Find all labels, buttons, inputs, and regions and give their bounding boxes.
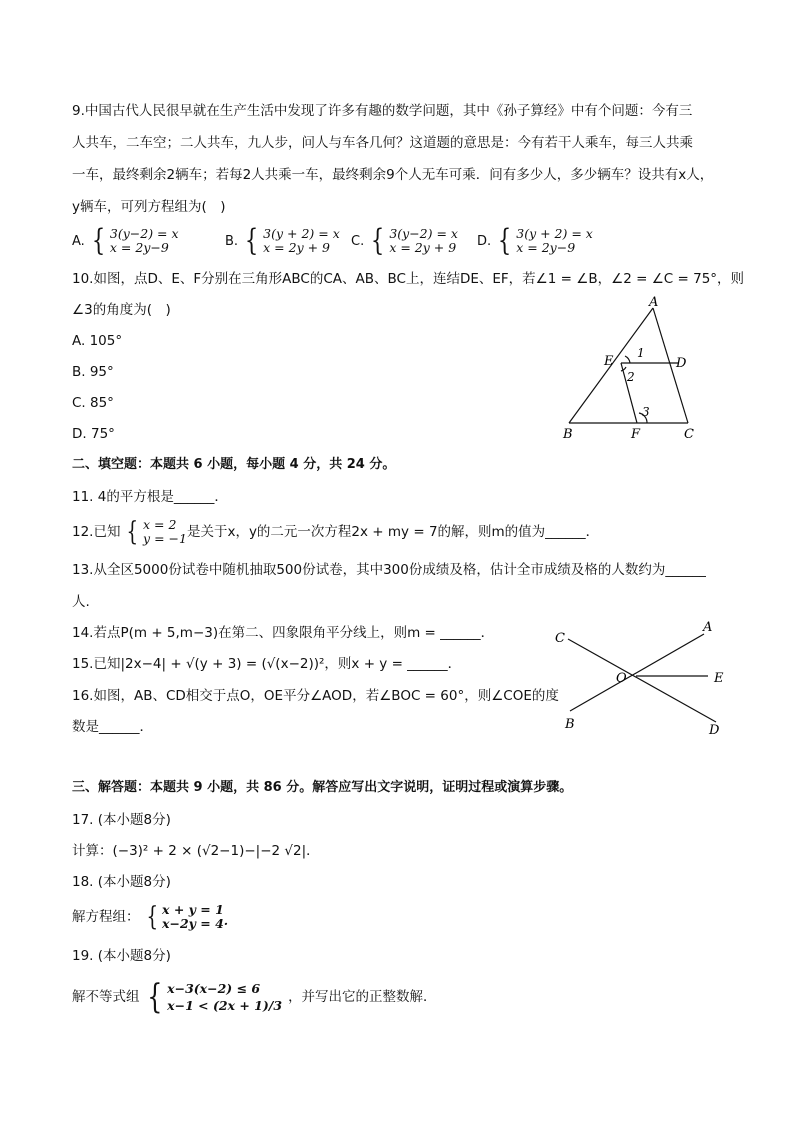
option-label: B. bbox=[225, 233, 239, 249]
angle-label-3: 3 bbox=[642, 405, 650, 419]
equation: x = 2y + 9 bbox=[389, 240, 457, 255]
brace-icon: { bbox=[244, 223, 259, 258]
q12-suffix: 是关于x，y的二元一次方程2x + my = 7的解，则m的值为______． bbox=[186, 524, 600, 540]
brace-icon: { bbox=[126, 517, 139, 547]
triangle-figure bbox=[555, 295, 725, 445]
q10-option-d[interactable]: D. 75° bbox=[72, 426, 115, 442]
option-label: C. bbox=[351, 233, 365, 249]
brace-icon: { bbox=[371, 223, 385, 258]
q18-heading: 18. (本小题8分) bbox=[72, 874, 171, 890]
q9-line2: 人共车，二车空；二人共车，九人步，问人与车各几何？这道题的意思是：今有若干人乘车，每三人共乘 bbox=[72, 135, 693, 151]
line-ab bbox=[570, 634, 704, 711]
angle-label-1: 1 bbox=[637, 346, 645, 360]
label-e: E bbox=[604, 354, 614, 369]
section-3-heading: 三、解答题：本题共 9 小题，共 86 分。解答应写出文字说明，证明过程或演算步骤。 bbox=[72, 780, 573, 795]
q18-body bbox=[72, 903, 228, 931]
label-d: D bbox=[676, 356, 687, 371]
equation: x = 2y−9 bbox=[109, 240, 169, 255]
q17-heading: 17. (本小题8分) bbox=[72, 812, 171, 828]
brace-icon: { bbox=[498, 223, 512, 258]
q12-prefix: 12.已知 bbox=[72, 524, 121, 540]
label-a: A bbox=[649, 295, 659, 310]
label-c: C bbox=[684, 427, 694, 442]
q19-heading: 19. (本小题8分) bbox=[72, 948, 171, 964]
equation: 3(y−2) = x bbox=[109, 226, 179, 241]
q10-option-c[interactable]: C. 85° bbox=[72, 395, 114, 411]
q9-line1: 9.中国古代人民很早就在生产生活中发现了许多有趣的数学问题，其中《孙子算经》中有个问题：今有三 bbox=[72, 103, 693, 119]
q10-option-a[interactable]: A. 105° bbox=[72, 333, 123, 349]
q10-line2: ∠3的角度为( ) bbox=[72, 302, 171, 318]
q10-line1: 10.如图，点D、E、F分别在三角形ABC的CA、AB、BC上，连结DE、EF，若∠1 = ∠B，∠2 = ∠C = 75°，则 bbox=[72, 271, 745, 287]
label-e: E bbox=[714, 671, 724, 686]
label-d: D bbox=[709, 723, 720, 738]
q12 bbox=[72, 518, 599, 546]
q16-line2: 数是______． bbox=[72, 719, 153, 735]
angle-1-arc bbox=[625, 356, 630, 363]
label-b: B bbox=[563, 427, 573, 442]
equation: x = 2y + 9 bbox=[263, 240, 331, 255]
q19-body bbox=[72, 977, 437, 1017]
q13-line1: 13.从全区5000份试卷中随机抽取500份试卷，其中300份成绩及格，估计全市成绩及格的人数约为______ bbox=[72, 562, 706, 578]
equation: y = −1 bbox=[143, 531, 187, 546]
equation: x = 2 bbox=[143, 517, 177, 532]
label-c: C bbox=[555, 631, 565, 646]
q9-option-a[interactable] bbox=[72, 223, 179, 258]
q18-prefix: 解方程组： bbox=[72, 909, 140, 925]
inequality: x−3(x−2) ≤ 6 bbox=[167, 981, 261, 996]
brace-icon: { bbox=[146, 977, 162, 1017]
q10-option-b[interactable]: B. 95° bbox=[72, 364, 114, 380]
intersecting-lines-figure bbox=[548, 615, 748, 740]
label-f: F bbox=[631, 427, 641, 442]
q9-line4: y辆车，可列方程组为( ) bbox=[72, 199, 226, 215]
q19-prefix: 解不等式组 bbox=[72, 989, 140, 1005]
inequality: x−1 < (2x + 1)/3 bbox=[167, 998, 283, 1013]
equation: 3(y−2) = x bbox=[389, 226, 458, 241]
equation: 3(y + 2) = x bbox=[263, 226, 340, 241]
q11: 11. 4的平方根是______． bbox=[72, 489, 228, 505]
q13-line2: 人. bbox=[72, 594, 90, 610]
equation: 3(y + 2) = x bbox=[516, 226, 593, 241]
q19-suffix: ，并写出它的正整数解． bbox=[288, 989, 437, 1005]
option-label: D. bbox=[477, 233, 492, 249]
label-b: B bbox=[565, 717, 575, 732]
equation: x−2y = 4· bbox=[162, 916, 229, 931]
equation: x = 2y−9 bbox=[516, 240, 576, 255]
q15: 15.已知|2x−4| + √(y + 3) = (√(x−2))²，则x + y = ______． bbox=[72, 656, 462, 672]
q9-option-d[interactable] bbox=[477, 223, 593, 258]
brace-icon: { bbox=[91, 223, 106, 258]
q9-line3: 一车，最终剩余2辆车；若每2人共乘一车，最终剩余9个人无车可乘．问有多少人，多少辆车？设共有x人， bbox=[72, 167, 714, 183]
q9-option-b[interactable] bbox=[225, 223, 340, 258]
label-a: A bbox=[703, 620, 713, 635]
q9-option-c[interactable] bbox=[351, 223, 458, 258]
section-2-heading: 二、填空题：本题共 6 小题，每小题 4 分，共 24 分。 bbox=[72, 457, 396, 472]
equation: x + y = 1 bbox=[162, 902, 224, 917]
option-label: A. bbox=[72, 233, 85, 249]
line-cd bbox=[568, 639, 716, 722]
q14: 14.若点P(m + 5,m−3)在第二、四象限角平分线上，则m = ______． bbox=[72, 625, 495, 641]
angle-label-2: 2 bbox=[627, 370, 635, 384]
q16-line1: 16.如图，AB、CD相交于点O，OE平分∠AOD，若∠BOC = 60°，则∠COE的度 bbox=[72, 688, 559, 704]
label-o: O bbox=[616, 671, 627, 686]
brace-icon: { bbox=[145, 902, 158, 932]
q17-body: 计算：(−3)² + 2 × (√2−1)−|−2 √2|． bbox=[72, 843, 320, 859]
